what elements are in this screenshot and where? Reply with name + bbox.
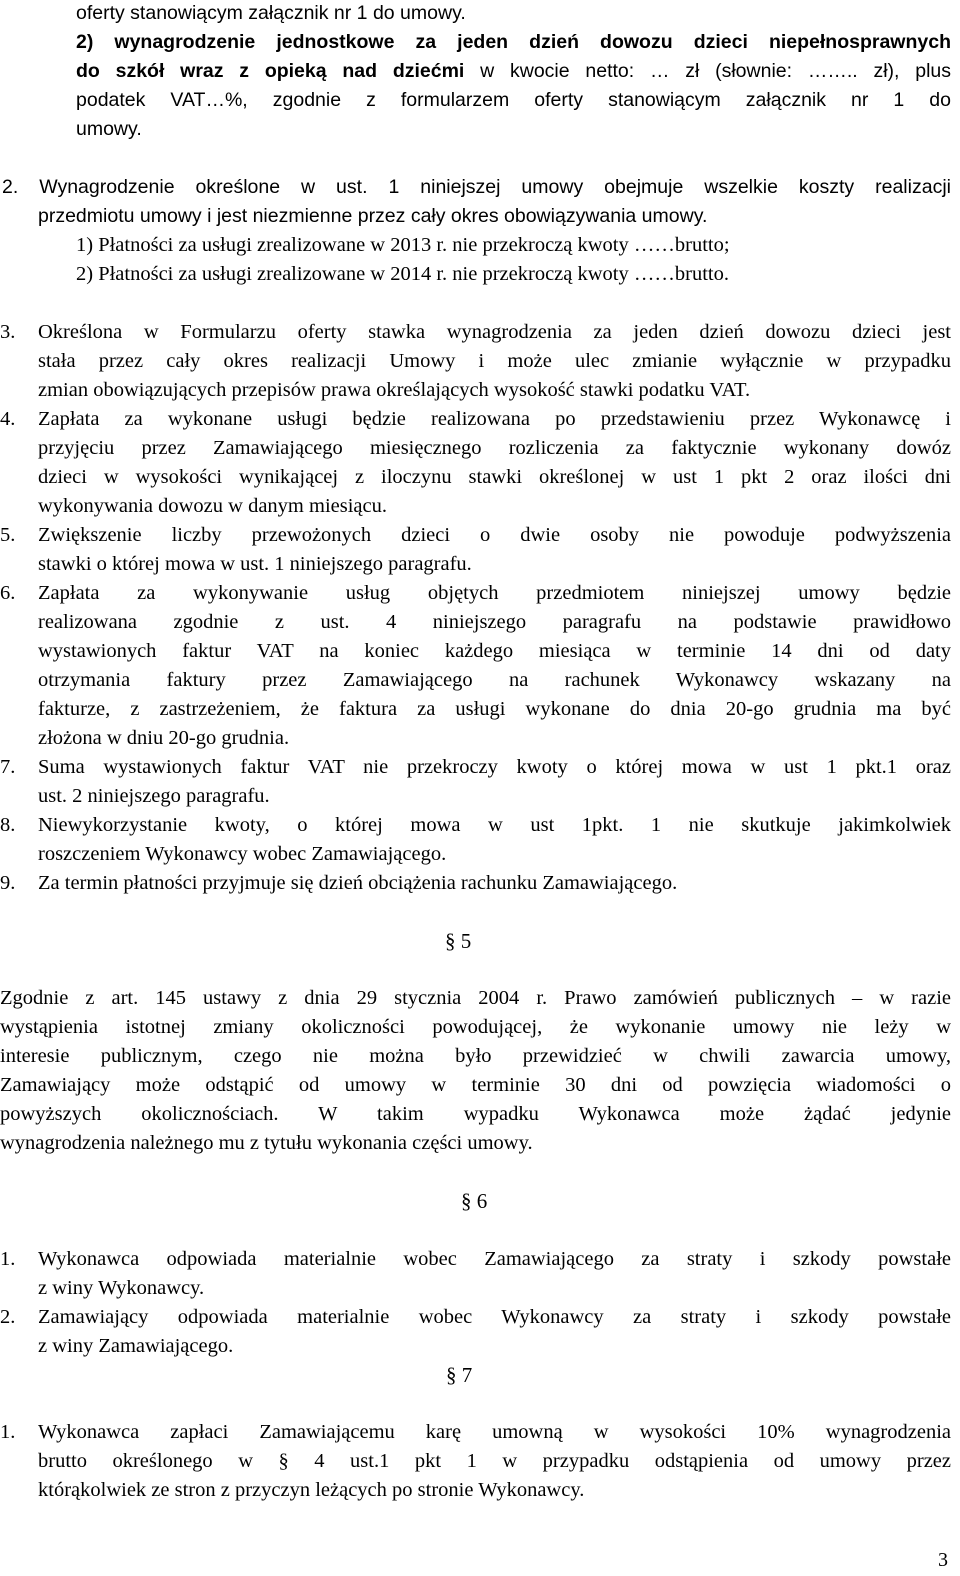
item4-line-2: przyjęciu przez Zamawiającego miesięcznego rozliczenia za faktycznie wykonany dowóz xyxy=(38,437,951,459)
sec7-item1-line-2: brutto określonego w § 4 ust.1 pkt 1 w przypadku odstąpienia od umowy przez xyxy=(38,1450,951,1472)
sec6-item1-line-2: z winy Wykonawcy. xyxy=(38,1277,205,1299)
top-line-3-rest: w kwocie netto: … zł (słownie: …….. zł), plus xyxy=(464,60,951,82)
sec7-item1-line-1: Wykonawca zapłaci Zamawiającemu karę umowną w wysokości 10% wynagrodzenia xyxy=(38,1421,951,1443)
item3-number: 3. xyxy=(0,321,16,343)
item4-number: 4. xyxy=(0,408,16,430)
sec5-line-4: Zamawiający może odstąpić od umowy w terminie 30 dni od powzięcia wiadomości o xyxy=(0,1074,951,1096)
sec6-item1-number: 1. xyxy=(0,1248,16,1270)
sec5-line-3: interesie publicznym, czego nie można było przewidzieć w chwili zawarcia umowy, xyxy=(0,1045,951,1067)
item6-line-3: wystawionych faktur VAT na koniec każdego miesiąca w terminie 14 dni od daty xyxy=(38,640,951,662)
item4-line-3: dzieci w wysokości wynikającej z iloczynu stawki określonej w ust 1 pkt 2 oraz ilości dni xyxy=(38,466,951,488)
item3-line-3: zmian obowiązujących przepisów prawa określających wysokość stawki podatku VAT. xyxy=(38,379,751,401)
item5-number: 5. xyxy=(0,524,16,546)
sec7-item1-number: 1. xyxy=(0,1421,16,1443)
sec6-item2-line-2: z winy Zamawiającego. xyxy=(38,1335,234,1357)
item2-line-3: 1) Płatności za usługi zrealizowane w 2013 r. nie przekroczą kwoty ……brutto; xyxy=(76,234,730,256)
item7-line-1: Suma wystawionych faktur VAT nie przekroczy kwoty o której mowa w ust 1 pkt.1 oraz xyxy=(38,756,951,778)
top-line-5: umowy. xyxy=(76,118,142,140)
top-line-3 xyxy=(76,59,951,83)
sec6-item2-line-1: Zamawiający odpowiada materialnie wobec Wykonawcy za straty i szkody powstałe xyxy=(38,1306,951,1328)
sec6-item1-line-1: Wykonawca odpowiada materialnie wobec Zamawiającego za straty i szkody powstałe xyxy=(38,1248,951,1270)
item6-number: 6. xyxy=(0,582,16,604)
section-7-heading: § 7 xyxy=(446,1363,473,1387)
item6-line-4: otrzymania faktury przez Zamawiającego na rachunek Wykonawcy wskazany na xyxy=(38,669,951,691)
top-line-1: oferty stanowiącym załącznik nr 1 do umowy. xyxy=(76,2,466,24)
sec6-item2-number: 2. xyxy=(0,1306,16,1328)
item6-line-1: Zapłata za wykonywanie usług objętych przedmiotem niniejszej umowy będzie xyxy=(38,582,951,604)
item7-number: 7. xyxy=(0,756,16,778)
item2-line-1: 2. Wynagrodzenie określone w ust. 1 niniejszej umowy obejmuje wszelkie koszty realizacji xyxy=(2,176,951,198)
item4-line-1: Zapłata za wykonane usługi będzie realizowana po przedstawieniu przez Wykonawcę i xyxy=(38,408,951,430)
item9-line-1: Za termin płatności przyjmuje się dzień obciążenia rachunku Zamawiającego. xyxy=(38,872,678,894)
section-6-heading: § 6 xyxy=(461,1189,488,1213)
item2-line-2: przedmiotu umowy i jest niezmienne przez cały okres obowiązywania umowy. xyxy=(38,205,708,227)
top-line-3-bold: do szkół wraz z opieką nad dziećmi xyxy=(76,60,465,82)
top-line-2: 2) wynagrodzenie jednostkowe za jeden dzień dowozu dzieci niepełnosprawnych xyxy=(76,31,951,53)
sec5-line-5: powyższych okolicznościach. W takim wypadku Wykonawca może żądać jedynie xyxy=(0,1103,951,1125)
item8-number: 8. xyxy=(0,814,16,836)
item6-line-5: fakturze, z zastrzeżeniem, że faktura za usługi wykonane do dnia 20-go grudnia ma być xyxy=(38,698,951,720)
sec5-line-1: Zgodnie z art. 145 ustawy z dnia 29 stycznia 2004 r. Prawo zamówień publicznych – w razie xyxy=(0,987,951,1009)
item3-line-1: Określona w Formularzu oferty stawka wynagrodzenia za jeden dzień dowozu dzieci jest xyxy=(38,321,951,343)
item3-line-2: stała przez cały okres realizacji Umowy i może ulec zmianie wyłącznie w przypadku xyxy=(38,350,951,372)
sec5-line-6: wynagrodzenia należnego mu z tytułu wykonania części umowy. xyxy=(0,1132,533,1154)
top-line-4: podatek VAT…%, zgodnie z formularzem oferty stanowiącym załącznik nr 1 do xyxy=(76,89,951,111)
item6-line-6: złożona w dniu 20-go grudnia. xyxy=(38,727,290,749)
page-number: 3 xyxy=(938,1549,948,1571)
section-5-heading: § 5 xyxy=(445,929,472,953)
item5-line-2: stawki o której mowa w ust. 1 niniejszego paragrafu. xyxy=(38,553,472,575)
item8-line-1: Niewykorzystanie kwoty, o której mowa w ust 1pkt. 1 nie skutkuje jakimkolwiek xyxy=(38,814,951,836)
item2-line-4: 2) Płatności za usługi zrealizowane w 2014 r. nie przekroczą kwoty ……brutto. xyxy=(76,263,729,285)
item5-line-1: Zwiększenie liczby przewożonych dzieci o dwie osoby nie powoduje podwyższenia xyxy=(38,524,951,546)
item4-line-4: wykonywania dowozu w danym miesiącu. xyxy=(38,495,387,517)
sec7-item1-line-3: którąkolwiek ze stron z przyczyn leżących po stronie Wykonawcy. xyxy=(38,1479,585,1501)
item9-number: 9. xyxy=(0,872,16,894)
item7-line-2: ust. 2 niniejszego paragrafu. xyxy=(38,785,270,807)
item8-line-2: roszczeniem Wykonawcy wobec Zamawiającego. xyxy=(38,843,447,865)
item6-line-2: realizowana zgodnie z ust. 4 niniejszego paragrafu na podstawie prawidłowo xyxy=(38,611,951,633)
sec5-line-2: wystąpienia istotnej zmiany okoliczności powodującej, że wykonanie umowy nie leży w xyxy=(0,1016,951,1038)
